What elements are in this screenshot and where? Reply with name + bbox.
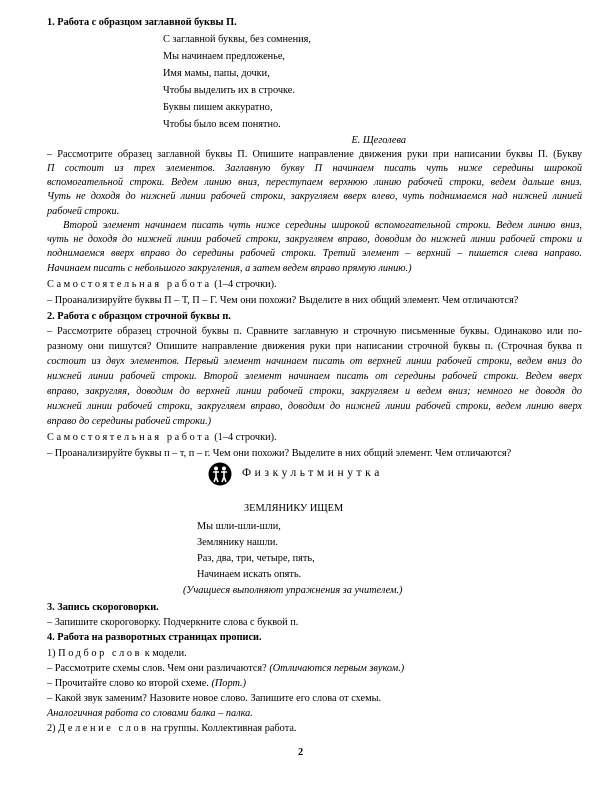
fizminutka-title: Физкультминутка	[242, 467, 383, 479]
answer-note: (Отличаются первым звуком.)	[269, 663, 405, 674]
subsection-spaced: Подбор слов	[58, 648, 143, 659]
section3-heading: 3. Запись скороговорки.	[47, 602, 159, 613]
analog-note: Аналогичная работа со словами балка – палка.	[47, 708, 253, 719]
poem-line: Имя мамы, папы, дочки,	[163, 68, 270, 79]
exercising-people-icon	[208, 462, 232, 486]
section1-heading: 1. Работа с образцом заглавной буквы П.	[47, 17, 237, 28]
paragraph-line: – Рассмотрите образец заглавной буквы П. Опишите направление движения руки при написании буквы П. (Букву	[47, 149, 582, 160]
exercise-note: (Учащиеся выполняют упражнения за учителем.)	[183, 585, 403, 596]
poem-line: С заглавной буквы, без сомнения,	[163, 34, 311, 45]
paragraph-line: рабочей строки.	[47, 206, 120, 217]
question-text: – Рассмотрите схемы слов. Чем они различаются?	[47, 663, 270, 674]
paragraph-line: вправо до середины рабочей строки.)	[47, 416, 212, 427]
self-work-rest: (1–4 строчки).	[211, 432, 277, 443]
subsection-rest: на группы. Коллективная работа.	[148, 723, 297, 734]
paragraph-line: нижней линии рабочей строки, закругляем вправо, доводим до нижней линии рабочей строки, ведем линию вверх	[47, 401, 582, 412]
paragraph-line: нижней линии рабочей строки. Второй элемент начинаем писать от середины рабочей строки. Ведем вверх	[47, 371, 582, 382]
subsection-rest: к модели.	[142, 648, 187, 659]
poem-line: Мы начинаем предложенье,	[163, 51, 286, 62]
paragraph-line: – Рассмотрите образец строчной буквы п. Сравните заглавную и строчную письменные буквы. Одинаково или по-	[47, 326, 582, 337]
section3-text: – Запишите скороговорку. Подчеркните слова с буквой п.	[47, 617, 299, 628]
question-text: – Прочитайте слово ко второй схеме.	[47, 678, 212, 689]
page-number: 2	[298, 747, 304, 758]
paragraph-line: поднимаемся вверх вправо до середины рабочей строки. Третий элемент – верхний – пишется слева направо.	[47, 248, 582, 259]
poem-line: Землянику нашли.	[197, 537, 278, 548]
subsection-2-label	[47, 722, 582, 735]
paragraph-line: вспомогательной строки. Ведем линию вниз, переступаем верхнюю линию рабочей строки, ведем дальше вниз.	[47, 177, 582, 188]
section2-heading: 2. Работа с образцом строчной буквы п.	[47, 311, 231, 322]
subsection-number: 2)	[47, 723, 59, 734]
poem-line: Чтобы выделить их в строчке.	[163, 85, 295, 96]
self-work-spaced: Самостоятельная работа	[47, 279, 212, 290]
paragraph-line: Чуть не доходя до нижней линии рабочей строки, закругляем вверх влево, чуть поднимаемся над нижней линией	[47, 191, 582, 202]
self-work-label	[47, 431, 582, 444]
poem-author: Е. Щеголева	[351, 135, 406, 146]
paragraph-line: Второй элемент начинаем писать чуть ниже середины широкой вспомогательной строки. Ведем линию вниз,	[63, 220, 582, 231]
poem-line: Начинаем искать опять.	[197, 569, 302, 580]
subsection-number: 1)	[47, 648, 59, 659]
compare-question: – Проанализируйте буквы п – т, п – г. Чем они похожи? Выделите в них общий элемент. Чем отличаются?	[47, 448, 512, 459]
question-line	[47, 677, 582, 690]
poem-line: Буквы пишем аккуратно,	[163, 102, 273, 113]
self-work-spaced: Самостоятельная работа	[47, 432, 212, 443]
paragraph-line: вправо, закругляя, доводим до верхней линии рабочей строки, закругляем и ведем вниз; немного не доводя до	[47, 386, 582, 397]
fizminutka-subtitle: ЗЕМЛЯНИКУ ИЩЕМ	[244, 503, 344, 514]
paragraph-line: П состоит из трех элементов. Заглавную букву П начинаем писать чуть ниже середины широкой	[47, 163, 582, 174]
subsection-spaced: Деление слов	[58, 723, 149, 734]
self-work-rest: (1–4 строчки).	[211, 279, 277, 290]
paragraph-line: разному они пишутся? Опишите направление движения руки при написании строчной буквы п. (Строчная буква п	[47, 341, 582, 352]
poem-line: Мы шли-шли-шли,	[197, 521, 281, 532]
question-line	[47, 662, 582, 675]
section4-heading: 4. Работа на разворотных страницах прописи.	[47, 632, 262, 643]
paragraph-line: состоит из двух элементов. Первый элемент начинаем писать от верхней линии рабочей строки, ведем вниз до	[47, 356, 582, 367]
paragraph-line: чуть не доходя до нижней линии рабочей строки, закругляем вправо, доводим до нижней линии рабочей строки и	[47, 234, 582, 245]
answer-note: (Порт.)	[211, 678, 247, 689]
poem-line: Чтобы было всем понятно.	[163, 119, 281, 130]
compare-question: – Проанализируйте буквы П – Т, П – Г. Чем они похожи? Выделите в них общий элемент. Чем отличаются?	[47, 295, 519, 306]
subsection-1-label	[47, 647, 582, 660]
paragraph-line: Начинаем писать с небольшого закругления, а затем ведем вправо прямую линию.)	[47, 263, 412, 274]
self-work-label	[47, 278, 582, 291]
question-line: – Какой звук заменим? Назовите новое слово. Запишите его слова от схемы.	[47, 693, 382, 704]
poem-line: Раз, два, три, четыре, пять,	[197, 553, 315, 564]
